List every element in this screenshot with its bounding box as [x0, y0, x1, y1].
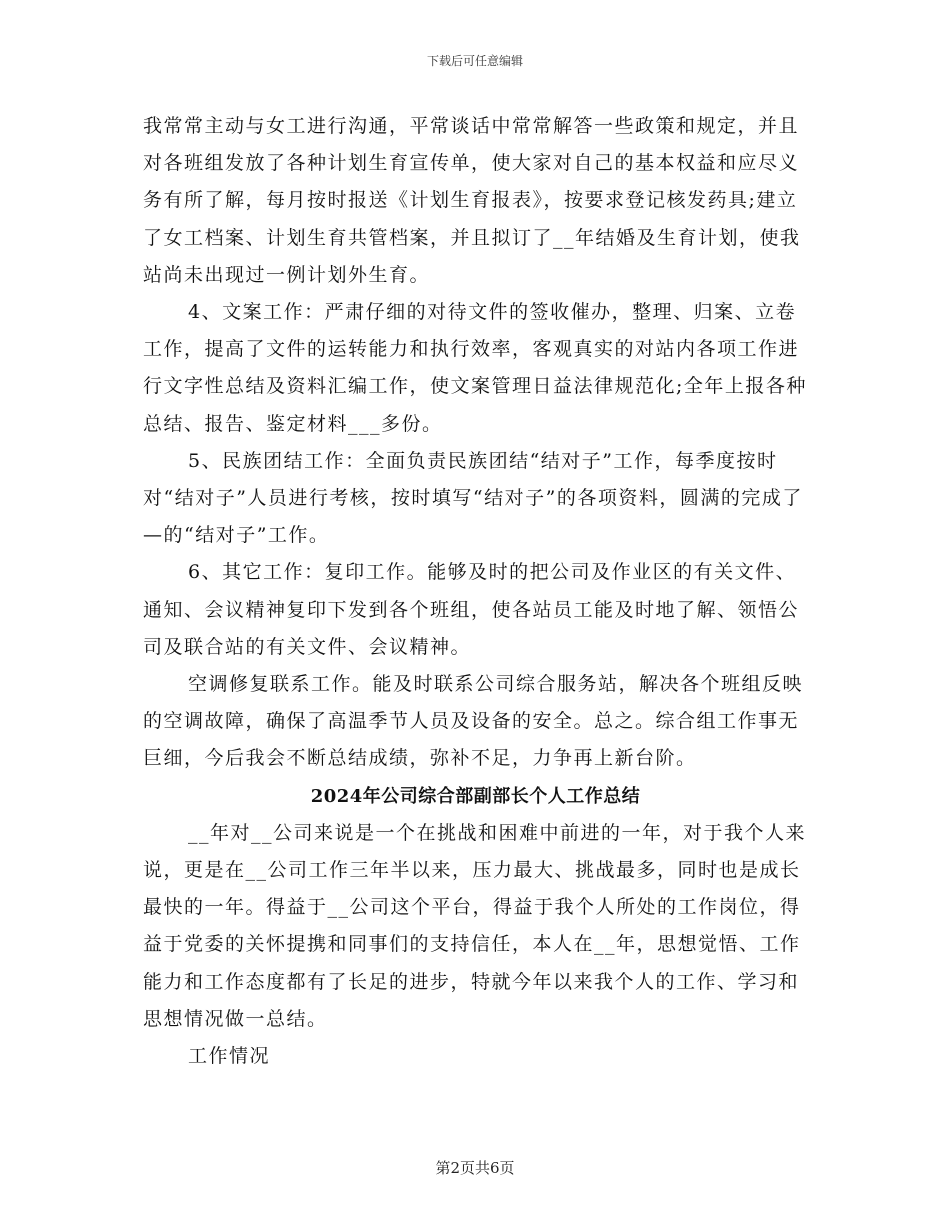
paragraph-document-work: 4、文案工作：严肃仔细的对待文件的签收催办，整理、归案、立卷工作，提高了文件的运转能力和执行效率，客观真实的对站内各项工作进行文字性总结及资料汇编工作，使文案管理日益法律规范化;全年上报各种总结、报告、鉴定材料___多份。: [143, 301, 807, 435]
document-body: [143, 108, 808, 1075]
page-number: 第2页共6页: [435, 1159, 515, 1177]
paragraph-air-conditioning: 空调修复联系工作。能及时联系公司综合服务站，解决各个班组反映的空调故障，确保了高温季节人员及设备的安全。总之。综合组工作事无巨细，今后我会不断总结成绩，弥补不足，力争再上新台阶。: [143, 673, 804, 770]
paragraph-work-situation-heading: 工作情况: [188, 1045, 271, 1068]
page-header: 下载后可任意编辑: [426, 54, 523, 68]
paragraph-summary-intro: __年对__公司来说是一个在挑战和困难中前进的一年，对于我个人来说，更是在__公司工作三年半以来，压力最大、挑战最多，同时也是成长最快的一年。得益于__公司这个平台，得益于我个人所处的工作岗位，得益于党委的关怀提携和同事们的支持信任，本人在__年，思想觉悟、工作能力和工作态度都有了长足的进步，特就今年以来我个人的工作、学习和思想情况做一总结。: [143, 821, 807, 1030]
paragraph-family-planning: 我常常主动与女工进行沟通，平常谈话中常常解答一些政策和规定，并且对各班组发放了各种计划生育宣传单，使大家对自己的基本权益和应尽义务有所了解，每月按时报送《计划生育报表》，按要求登记核发药具;建立了女工档案、计划生育共管档案，并且拟订了__年结婚及生育计划，使我站尚未出现过一例计划外生育。: [143, 115, 801, 286]
paragraph-other-work: 6、其它工作：复印工作。能够及时的把公司及作业区的有关文件、通知、会议精神复印下发到各个班组，使各站员工能及时地了解、领悟公司及联合站的有关文件、会议精神。: [143, 561, 800, 658]
section-title: 2024年公司综合部副部长个人工作总结: [310, 785, 641, 807]
paragraph-ethnic-unity: 5、民族团结工作：全面负责民族团结“结对子”工作，每季度按时对“结对子”人员进行考核，按时填写“结对子”的各项资料，圆满的完成了—的“结对子”工作。: [143, 449, 803, 547]
